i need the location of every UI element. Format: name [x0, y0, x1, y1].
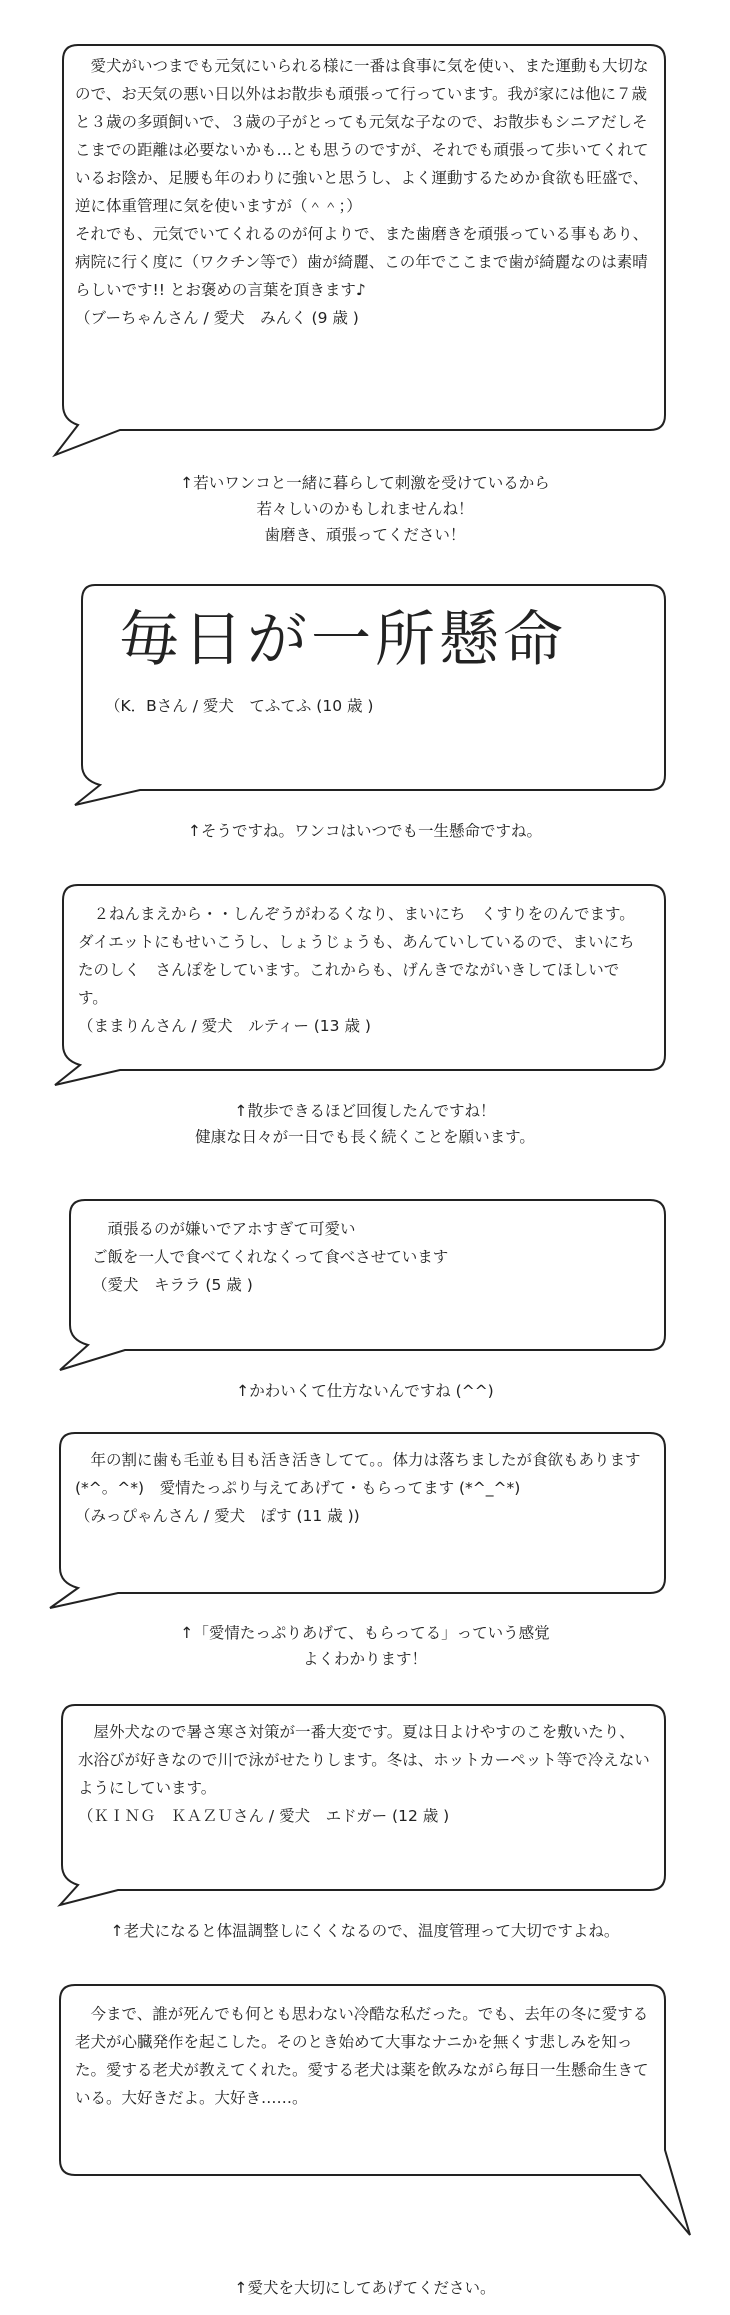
reply-line: よくわかります！ — [302, 1650, 427, 1668]
comment-paragraph: 頑張るのが嫌いでアホすぎて可愛い — [107, 1220, 356, 1238]
comment-paragraph: ２ねんまえから・・しんぞうがわるくなり、まいにち くすりをのんでます。ダイエットにもせいこうし、しょうじょうも、あんていしているので、まいにち たのしく さんぽをしています。これからも、げんきでながいきしてほしいです。 — [78, 905, 650, 1007]
comment-author: （愛犬 キララ (5 歳 ) — [92, 1276, 253, 1294]
comment-author: （ブーちゃんさん / 愛犬 みんく (9 歳 ) — [75, 309, 359, 327]
reply-5 — [0, 1620, 730, 1672]
reply-line: 歯磨き、頑張ってください！ — [264, 526, 466, 544]
comment-text — [75, 52, 650, 332]
comment-text — [92, 1215, 652, 1299]
reply-line: 健康な日々が一日でも長く続くことを願います。 — [195, 1128, 535, 1146]
comment-paragraph: 愛犬がいつまでも元気にいられる様に一番は食事に気を使い、また運動も大切なので、お天気の悪い日以外はお散歩も頑張って行っています。我が家には他に７歳と３歳の多頭飼いで、３歳の子がとっても元気な子なので、お散歩もシニアだしそこまでの距離は必要ないかも…とも思うのですが、それでも頑張って歩いてくれているお陰か、足腰も年のわりに強いと思うし、よく運動するためか食欲も旺盛で、逆に体重管理に気を使いますが（＾＾；） — [75, 57, 649, 215]
reply-line: ↑老犬になると体温調整しにくくなるので、温度管理って大切ですよね。 — [110, 1922, 620, 1940]
comment-bubble-6 — [0, 1700, 730, 1910]
reply-line: ↑若いワンコと一緒に暮らして刺激を受けているから — [180, 474, 550, 492]
reply-line: ↑かわいくて仕方ないんですね (^^) — [236, 1382, 494, 1400]
comment-author: （ＫＩＮＧ ＫＡＺＵさん / 愛犬 エドガー (12 歳 ) — [78, 1807, 450, 1825]
comment-paragraph: 年の割に歯も毛並も目も活き活きしてて。。体力は落ちましたが食欲もあります (*^。^*) 愛情たっぷり与えてあげて・もらってます (*^_^*) — [75, 1451, 641, 1497]
comment-bubble-5 — [0, 1428, 730, 1613]
comment-bubble-1 — [0, 0, 730, 460]
comment-bubble-4 — [0, 1195, 730, 1375]
comment-paragraph: ご飯を一人で食べてくれなくって食べさせています — [92, 1248, 449, 1266]
comment-text — [78, 1718, 650, 1830]
comment-headline: 毎日が一所懸命 — [119, 605, 567, 675]
comment-text — [78, 900, 648, 1040]
comment-text — [95, 600, 655, 720]
comment-bubble-3 — [0, 880, 730, 1090]
reply-line: ↑「愛情たっぷりあげて、もらってる」っていう感覚 — [180, 1624, 550, 1642]
reply-line: 若々しいのかもしれませんね！ — [256, 500, 474, 518]
reply-2 — [0, 818, 730, 844]
comment-author: （K．Bさん / 愛犬 てふてふ (10 歳 ) — [105, 697, 374, 715]
comment-paragraph: それでも、元気でいてくれるのが何よりで、また歯磨きを頑張っている事もあり、病院に行く度に（ワクチン等で）歯が綺麗、この年でここまで歯が綺麗なのは素晴らしいです!! とお褒めの言葉を頂きます♪ — [75, 225, 649, 299]
comment-bubble-2 — [0, 580, 730, 810]
comment-paragraph: 今まで、誰が死んでも何とも思わない冷酷な私だった。でも、去年の冬に愛する老犬が心臓発作を起こした。そのとき始めて大事なナニかを無くす悲しみを知った。愛する老犬が教えてくれた。愛する老犬は薬を飲みながら毎日一生懸命生きている。大好きだよ。大好き……。 — [75, 2005, 649, 2107]
comment-author: （みっぴゃんさん / 愛犬 ぽす (11 歳 )) — [75, 1507, 360, 1525]
reply-4 — [0, 1378, 730, 1404]
comment-paragraph: 屋外犬なので暑さ寒さ対策が一番大変です。夏は日よけやすのこを敷いたり、水浴びが好きなので川で泳がせたりします。冬は、ホットカーペット等で冷えないようにしています。 — [78, 1723, 650, 1797]
reply-line: ↑そうですね。ワンコはいつでも一生懸命ですね。 — [188, 822, 542, 840]
reply-line: ↑愛犬を大切にしてあげてください。 — [234, 2279, 496, 2297]
reply-1 — [0, 470, 730, 548]
comment-text — [75, 2000, 650, 2112]
reply-3 — [0, 1098, 730, 1150]
reply-6 — [0, 1918, 730, 1944]
comment-text — [75, 1446, 650, 1530]
comment-author: （ままりんさん / 愛犬 ルティー (13 歳 ) — [78, 1017, 371, 1035]
comment-bubble-7 — [0, 1980, 730, 2240]
reply-line: ↑散歩できるほど回復したんですね！ — [234, 1102, 496, 1120]
reply-7 — [0, 2275, 730, 2301]
